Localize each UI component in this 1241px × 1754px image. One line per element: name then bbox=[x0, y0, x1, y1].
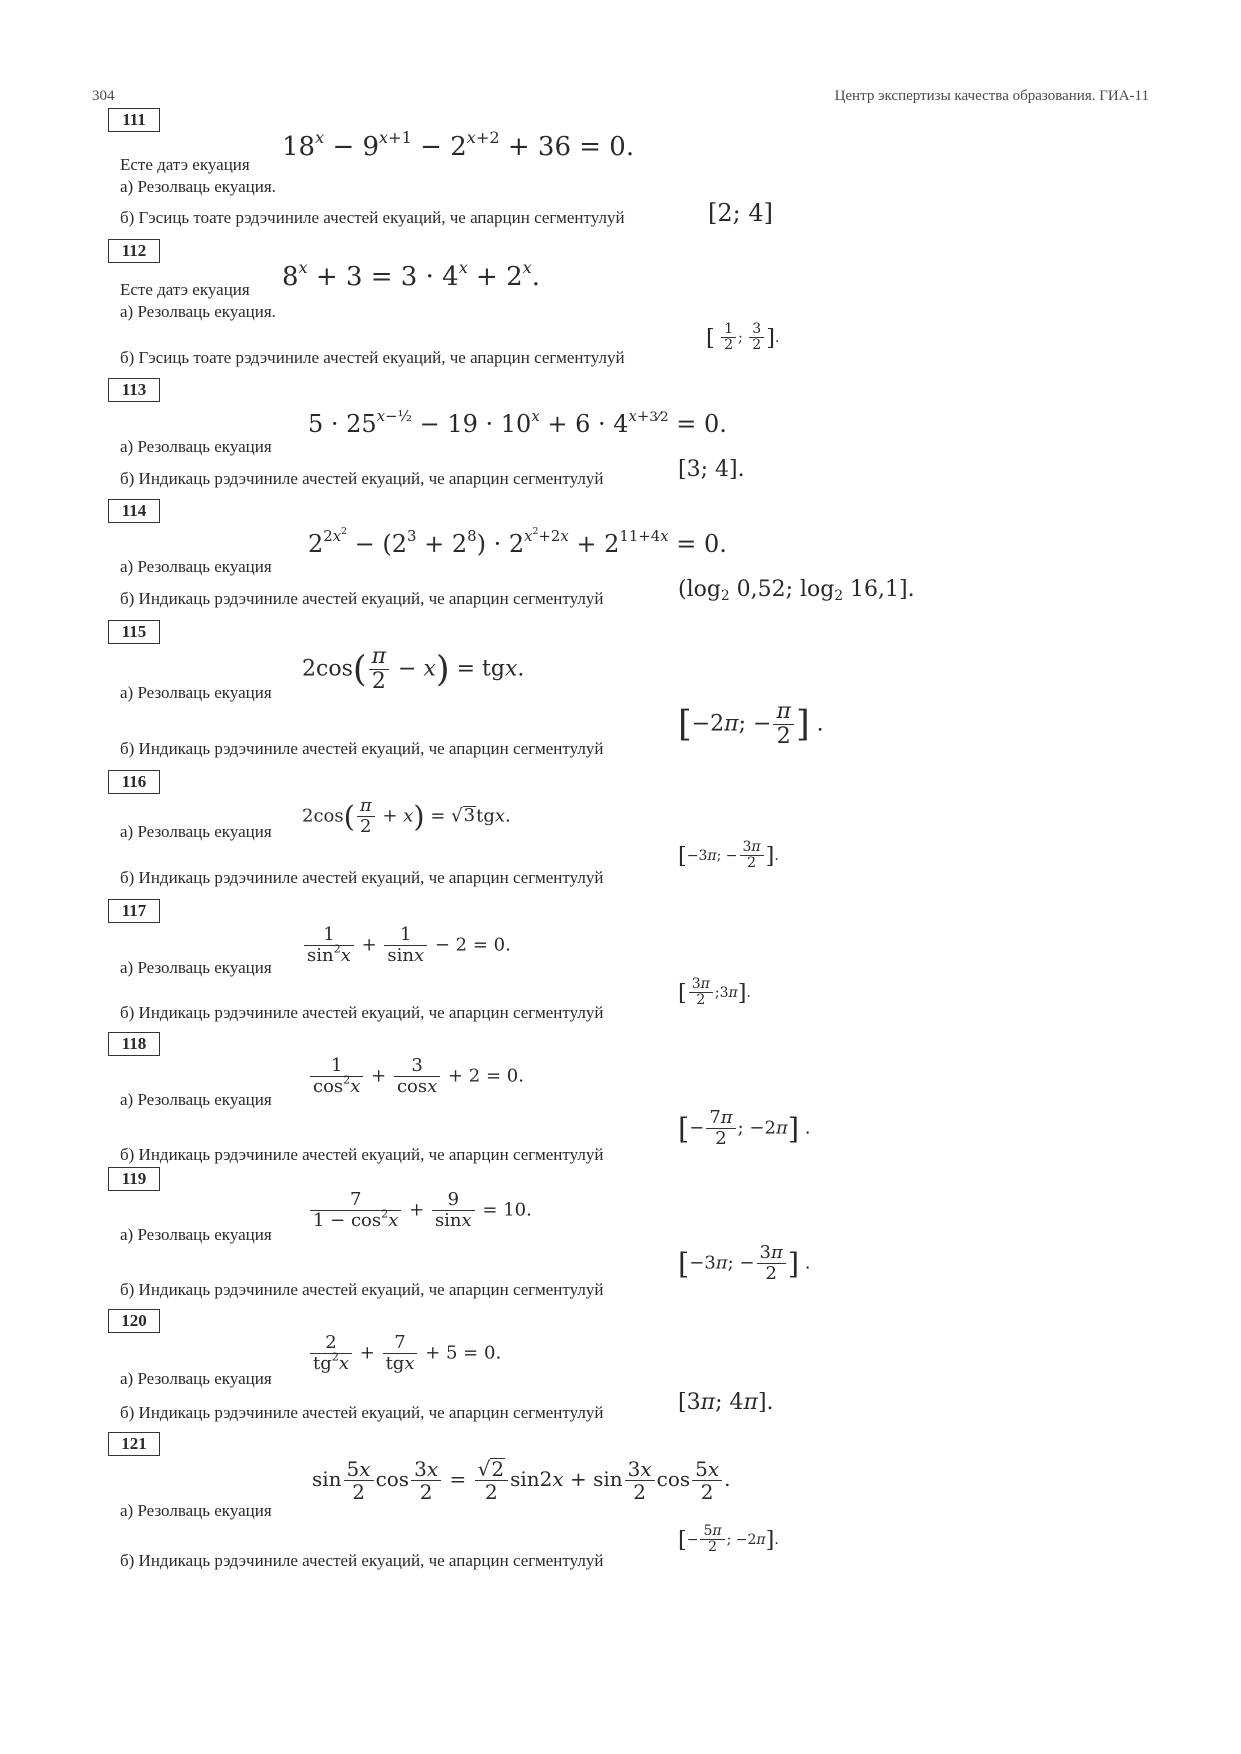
part-b-label: б) Индикаць рэдэчиниле ачестей екуаций, че апарцин сегментулуй bbox=[120, 868, 604, 887]
part-b-label: б) Индикаць рэдэчиниле ачестей екуаций, че апарцин сегментулуй bbox=[120, 589, 604, 608]
problem-number: 112 bbox=[108, 239, 160, 263]
equation: $\frac{2}{tg^2x}$ + $\frac{7}{\text{tgx}}$ + 5 = 0. bbox=[308, 1333, 501, 1374]
segment: [−3π; − $\frac{3\pi}{2}$ ] . bbox=[678, 1242, 811, 1284]
part-a-label: а) Резолваць екуация bbox=[120, 1225, 272, 1244]
equation: $2^{2x^2} - (2^3 + 2^8) \cdot 2^{x^2+2x} + 2^{11+4x} = 0$. bbox=[308, 525, 727, 558]
segment: [− $\frac{7\pi}{2}$ ; −2π] . bbox=[678, 1107, 811, 1149]
equation: $\frac{1}{\cos^2x}$ + $\frac{3}{\cos x}$ + 2 = 0. bbox=[308, 1056, 524, 1097]
segment: [−3π; − $\frac{3\pi}{2}$ ]. bbox=[678, 839, 779, 872]
equation: 2cos( $\frac{\pi}{2}$ − x) = tgx. bbox=[302, 644, 525, 695]
problem-number: 119 bbox=[108, 1167, 160, 1191]
part-a-label: а) Резолваць екуация. bbox=[120, 302, 276, 321]
segment: [− $\frac{5\pi}{2}$ ; −2π]. bbox=[678, 1523, 779, 1556]
part-b-label: б) Индикаць рэдэчиниле ачестей екуаций, че апарцин сегментулуй bbox=[120, 1403, 604, 1422]
page-header-title: Центр экспертизы качества образования. ГИА-11 bbox=[834, 88, 1149, 104]
problem-number: 115 bbox=[108, 620, 160, 644]
part-b-label: б) Индикаць рэдэчиниле ачестей екуаций, че апарцин сегментулуй bbox=[120, 1551, 604, 1570]
part-a-label: а) Резолваць екуация bbox=[120, 1090, 272, 1109]
given-label: Есте датэ екуация bbox=[120, 280, 250, 299]
part-b-label: б) Индикаць рэдэчиниле ачестей екуаций, че апарцин сегментулуй bbox=[120, 1003, 604, 1022]
problem-number: 117 bbox=[108, 899, 160, 923]
part-a-label: а) Резолваць екуация bbox=[120, 822, 272, 841]
problem-number: 113 bbox=[108, 378, 160, 402]
equation: $18^x - 9^{x+1} - 2^{x+2} + 36 = 0$. bbox=[282, 127, 635, 162]
part-a-label: а) Резолваць екуация bbox=[120, 1369, 272, 1388]
part-a-label: а) Резолваць екуация bbox=[120, 437, 272, 456]
segment: [2; 4] bbox=[708, 199, 773, 227]
equation: $5 \cdot 25^{x-\frac{1}{2}} - 19 \cdot 10^x + 6 \cdot 4^{x+3⁄2} = 0$. bbox=[308, 406, 727, 438]
part-a-label: а) Резолваць екуация bbox=[120, 1501, 272, 1520]
problem-number: 111 bbox=[108, 108, 160, 132]
equation: $8^x + 3 = 3 \cdot 4^x + 2^x$. bbox=[282, 257, 541, 292]
problem-number: 114 bbox=[108, 499, 160, 523]
segment: ($\log_2$ 0,52; $\log_2 16,1$]. bbox=[678, 577, 915, 605]
page-number: 304 bbox=[92, 88, 115, 104]
equation: sin $\frac{5x}{2}$ cos $\frac{3x}{2}$ = $\frac{√2}{2}$ sin2x + sin $\frac{3x}{2}$ cos $\frac{5x}{2}$ . bbox=[312, 1457, 731, 1504]
segment: [3; 4]. bbox=[678, 457, 745, 482]
part-a-label: а) Резолваць екуация bbox=[120, 683, 272, 702]
segment: [ $\frac{1}{2}$ ; $\frac{3}{2}$ ]. bbox=[706, 321, 780, 354]
part-b-label: б) Гэсиць тоате рэдэчиниле ачестей екуаций, че апарцин сегментулуй bbox=[120, 348, 625, 367]
segment: [ $\frac{3\pi}{2}$ ;3π]. bbox=[678, 976, 751, 1009]
given-label: Есте датэ екуация bbox=[120, 155, 250, 174]
part-b-label: б) Индикаць рэдэчиниле ачестей екуаций, че апарцин сегментулуй bbox=[120, 1280, 604, 1299]
part-b-label: б) Гэсиць тоате рэдэчиниле ачестей екуаций, че апарцин сегментулуй bbox=[120, 208, 625, 227]
part-a-label: а) Резолваць екуация. bbox=[120, 177, 276, 196]
part-a-label: а) Резолваць екуация bbox=[120, 958, 272, 977]
problem-number: 116 bbox=[108, 770, 160, 794]
problem-number: 121 bbox=[108, 1432, 160, 1456]
part-b-label: б) Индикаць рэдэчиниле ачестей екуаций, че апарцин сегментулуй bbox=[120, 1145, 604, 1164]
problem-number: 120 bbox=[108, 1309, 160, 1333]
segment: [3π; 4π]. bbox=[678, 1390, 774, 1415]
equation: $\frac{7}{1 - \cos^2x}$ + $\frac{9}{\sin x}$ = 10. bbox=[308, 1190, 532, 1231]
equation: $\frac{1}{\sin^2x}$ + $\frac{1}{\sin x}$ − 2 = 0. bbox=[302, 925, 511, 966]
segment: [−2π; − $\frac{\pi}{2}$ ] . bbox=[678, 699, 824, 750]
equation: 2cos( $\frac{\pi}{2}$ + x) = √3tgx. bbox=[302, 795, 511, 837]
part-b-label: б) Индикаць рэдэчиниле ачестей екуаций, че апарцин сегментулуй bbox=[120, 469, 604, 488]
problem-number: 118 bbox=[108, 1032, 160, 1056]
part-a-label: а) Резолваць екуация bbox=[120, 557, 272, 576]
part-b-label: б) Индикаць рэдэчиниле ачестей екуаций, че апарцин сегментулуй bbox=[120, 739, 604, 758]
